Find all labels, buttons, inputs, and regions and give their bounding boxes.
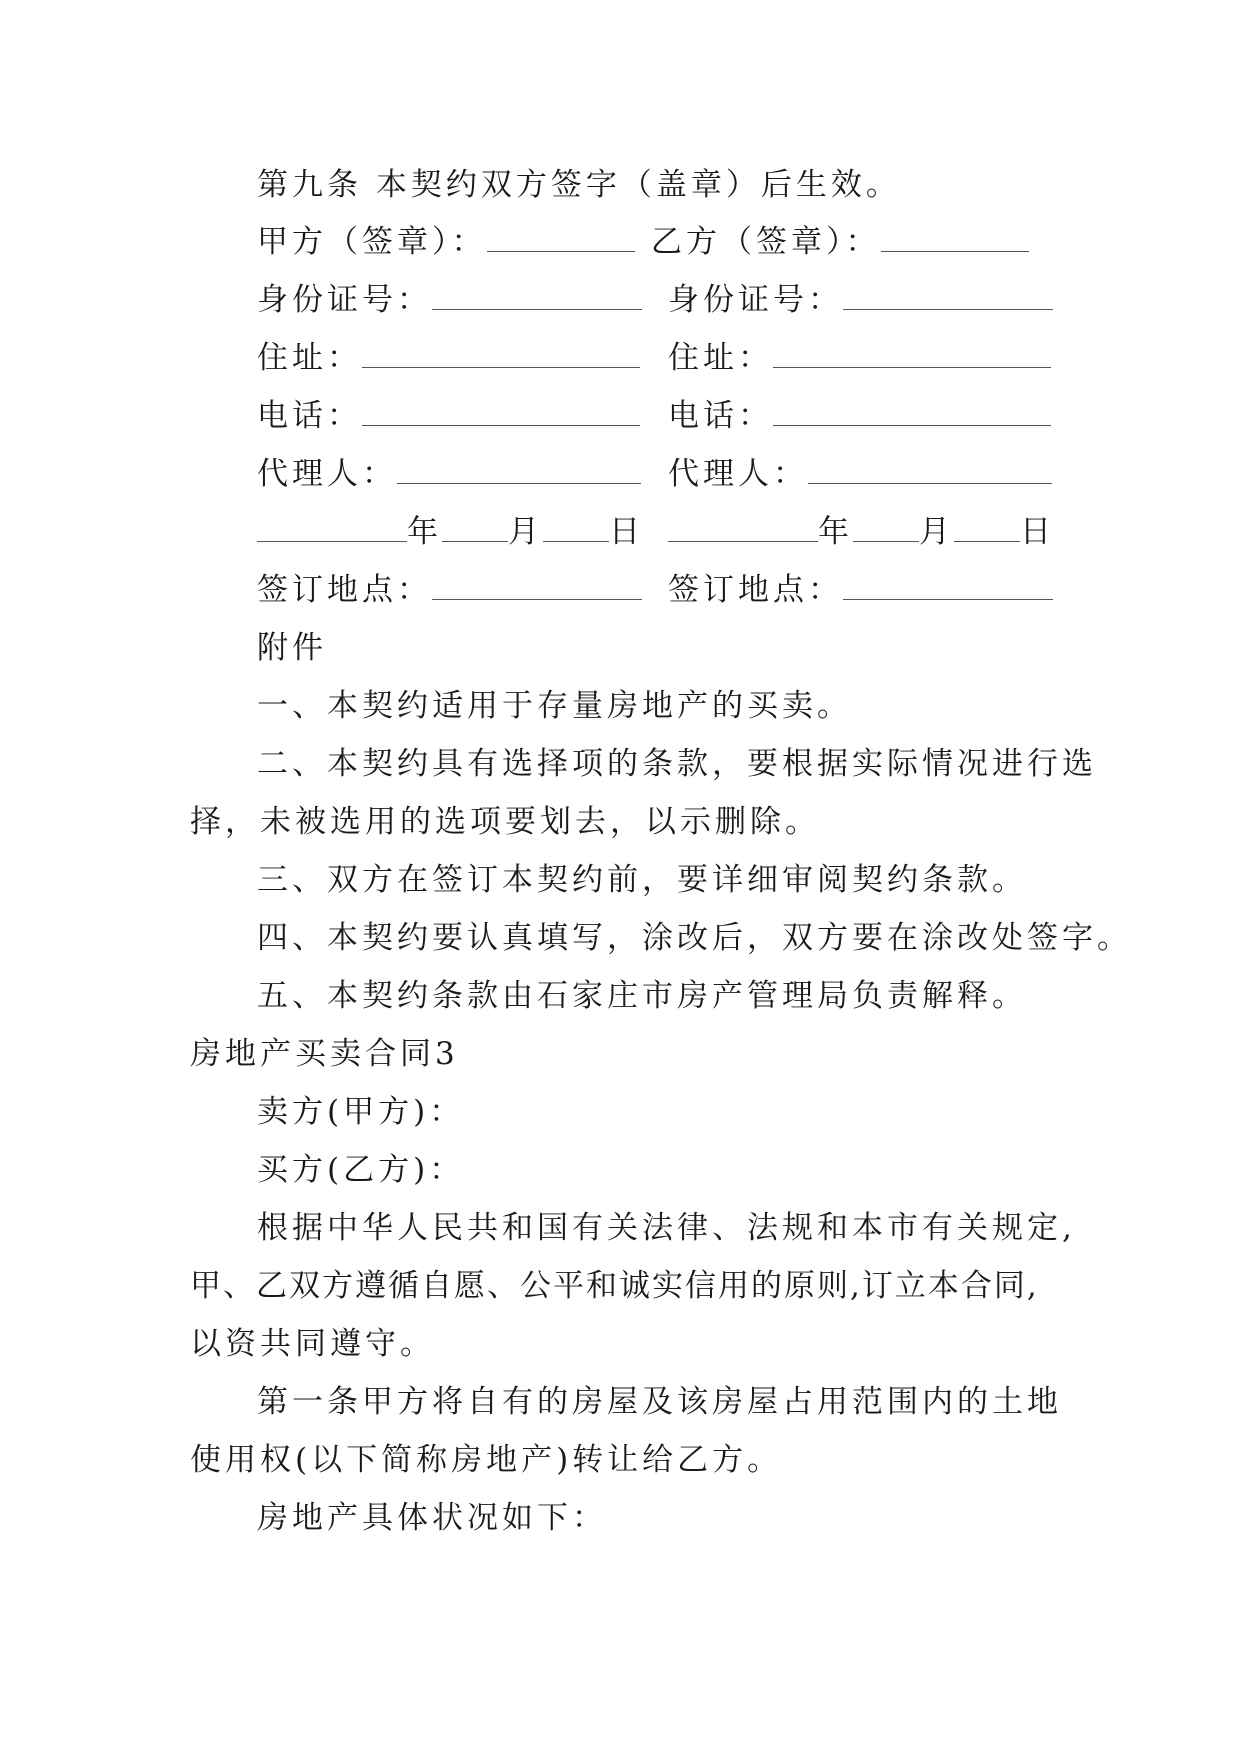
phone-label-right: 电话：: [668, 398, 773, 434]
day-blank-right: [954, 515, 1020, 542]
note-5: 五、本契约条款由石家庄市房产管理局负责解释。: [257, 978, 1027, 1014]
agent-left: [257, 454, 641, 494]
place-right: [668, 570, 1053, 610]
property-status: 房地产具体状况如下：: [257, 1500, 607, 1536]
address-blank-right: [773, 341, 1051, 368]
day-label-right: 日: [1020, 514, 1055, 550]
agent-right: [668, 454, 1052, 494]
note-3: 三、双方在签订本契约前，要详细审阅契约条款。: [257, 862, 1027, 898]
party-a-sign: [257, 222, 635, 262]
note-2: 二、本契约具有选择项的条款，要根据实际情况进行选: [257, 746, 1097, 782]
phone-label-left: 电话：: [257, 398, 362, 434]
attachment-title: 附件: [257, 630, 327, 666]
note-1: 一、本契约适用于存量房地产的买卖。: [257, 688, 852, 724]
party-b-label: 乙方（签章）：: [651, 224, 881, 260]
intro-line-2: 甲、乙双方遵循自愿、公平和诚实信用的原则,订立本合同,: [190, 1268, 1039, 1304]
address-left: [257, 338, 640, 378]
article-1-line-2: 使用权(以下简称房地产)转让给乙方。: [190, 1442, 783, 1478]
intro-line-3: 以资共同遵守。: [190, 1326, 435, 1362]
month-blank-right: [853, 515, 919, 542]
agent-blank-right: [808, 457, 1052, 484]
place-label-left: 签订地点：: [257, 572, 432, 608]
agent-blank-left: [397, 457, 641, 484]
phone-blank-left: [362, 399, 640, 426]
month-label-right: 月: [919, 514, 954, 550]
day-blank-left: [543, 515, 609, 542]
phone-right: [668, 396, 1051, 436]
id-label-left: 身份证号：: [257, 282, 432, 318]
party-b-sign: [651, 222, 1029, 262]
id-right: [668, 280, 1053, 320]
phone-blank-right: [773, 399, 1051, 426]
note-4: 四、本契约要认真填写，涂改后，双方要在涂改处签字。: [257, 920, 1132, 956]
seller-line: 卖方(甲方)：: [257, 1094, 465, 1130]
intro-line-1: 根据中华人民共和国有关法律、法规和本市有关规定,: [257, 1210, 1076, 1246]
id-blank-right: [843, 283, 1053, 310]
date-left: [257, 512, 644, 552]
year-blank-left: [257, 515, 407, 542]
day-label-left: 日: [609, 514, 644, 550]
place-blank-right: [843, 573, 1053, 600]
article-9: 第九条 本契约双方签字（盖章）后生效。: [257, 167, 901, 203]
phone-left: [257, 396, 640, 436]
place-left: [257, 570, 642, 610]
agent-label-right: 代理人：: [668, 456, 808, 492]
place-label-right: 签订地点：: [668, 572, 843, 608]
year-blank-right: [668, 515, 818, 542]
date-right: [668, 512, 1055, 552]
id-label-right: 身份证号：: [668, 282, 843, 318]
party-a-blank: [487, 225, 635, 252]
note-2-cont: 择，未被选用的选项要划去，以示删除。: [190, 804, 820, 840]
year-label-left: 年: [407, 514, 442, 550]
party-b-blank: [881, 225, 1029, 252]
agent-label-left: 代理人：: [257, 456, 397, 492]
address-label-left: 住址：: [257, 340, 362, 376]
place-blank-left: [432, 573, 642, 600]
id-blank-left: [432, 283, 642, 310]
address-label-right: 住址：: [668, 340, 773, 376]
address-right: [668, 338, 1051, 378]
id-left: [257, 280, 642, 320]
article-1-line-1: 第一条甲方将自有的房屋及该房屋占用范围内的土地: [257, 1384, 1062, 1420]
address-blank-left: [362, 341, 640, 368]
buyer-line: 买方(乙方)：: [257, 1152, 465, 1188]
month-blank-left: [442, 515, 508, 542]
contract-3-title: 房地产买卖合同3: [190, 1036, 459, 1072]
party-a-label: 甲方（签章）：: [257, 224, 487, 260]
month-label-left: 月: [508, 514, 543, 550]
year-label-right: 年: [818, 514, 853, 550]
